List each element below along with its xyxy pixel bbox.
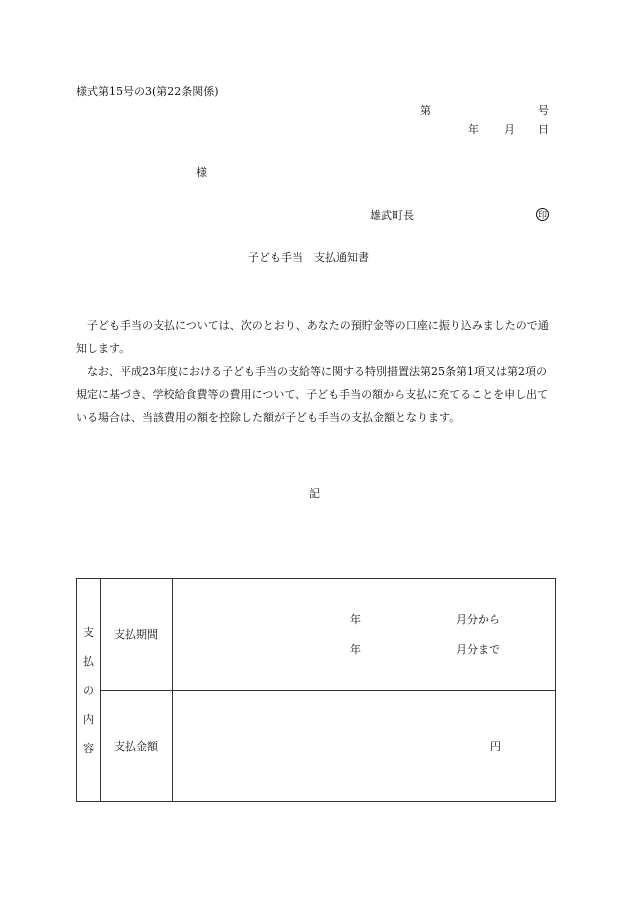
number-prefix: 第: [420, 104, 431, 117]
payment-period-label: 支払期間: [114, 628, 158, 641]
ki-heading: 記: [309, 487, 320, 500]
period-year-to: 年: [350, 643, 361, 656]
addressee-suffix: 様: [196, 166, 207, 179]
issuer-title: 雄武町長: [370, 209, 414, 222]
body-paragraph-2: なお、平成23年度における子ども手当の支給等に関する特別措置法第25条第1項又は第2項の規定に基づき、学校給食費等の費用について、子ども手当の額から支払に充てることを申し出ている場合は、当該費用の額を控除した額が子ども手当の支払金額となります。: [76, 365, 549, 424]
period-month-to: 月分まで: [456, 643, 500, 656]
number-suffix: 号: [538, 104, 549, 117]
body-text: [76, 314, 556, 429]
date-month: 月: [504, 123, 515, 136]
amount-unit: 円: [490, 740, 501, 753]
table-row-divider: [100, 690, 555, 691]
date-day: 日: [538, 123, 549, 136]
payment-table: [76, 578, 556, 802]
date-year: 年: [468, 123, 479, 136]
document-title: 子ども手当 支払通知書: [248, 251, 369, 264]
form-number: 様式第15号の3(第22条関係): [76, 85, 219, 98]
period-month-from: 月分から: [456, 613, 500, 626]
payment-content-label: 支 払 の 内 容: [83, 625, 94, 755]
period-year-from: 年: [350, 613, 361, 626]
seal-mark: 印: [536, 208, 549, 221]
body-paragraph-1: 子ども手当の支払については、次のとおり、あなたの預貯金等の口座に振り込みましたので通知します。: [76, 319, 549, 355]
payment-amount-label: 支払金額: [114, 740, 158, 753]
